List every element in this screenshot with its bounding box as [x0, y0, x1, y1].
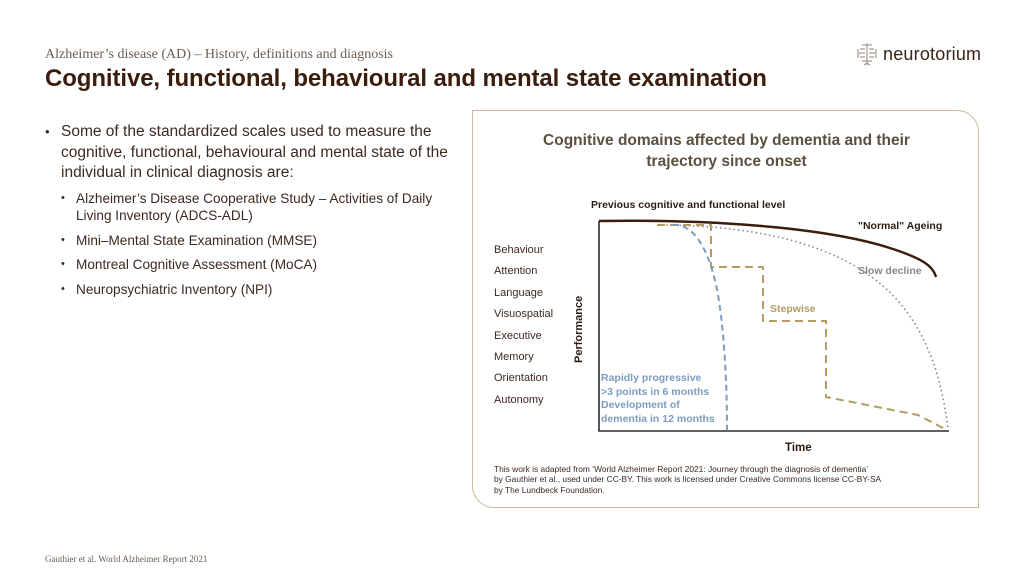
previous-level-label: Previous cognitive and functional level	[591, 199, 786, 211]
domain-memory: Memory	[494, 350, 534, 363]
x-axis-label: Time	[785, 442, 812, 454]
sub-bullet-adcs-adl: • Alzheimer’s Disease Cooperative Study – Activities of Daily Living Inventory (ADCS-ADL)	[45, 190, 455, 225]
sub-bullet-list	[45, 190, 455, 299]
domain-orientation: Orientation	[494, 372, 548, 385]
bullet-main: • Some of the standardized scales used to measure the cognitive, functional, behavioural and mental state of the individual in clinical diagnosis are:	[45, 122, 455, 184]
domain-language: Language	[494, 286, 543, 299]
domain-executive: Executive	[494, 329, 542, 342]
rapid-progressive-label: Rapidly progressive >3 points in 6 months Development of dementia in 12 months	[601, 372, 715, 425]
slide-title: Cognitive, functional, behavioural and mental state examination	[45, 65, 767, 92]
y-axis-label: Performance	[573, 295, 585, 363]
domain-behaviour: Behaviour	[494, 244, 544, 256]
brain-tree-icon	[856, 41, 878, 67]
domain-attention: Attention	[494, 265, 538, 278]
domain-autonomy: Autonomy	[494, 393, 544, 406]
domain-list	[494, 244, 553, 415]
normal-ageing-label: "Normal" Ageing	[858, 220, 943, 232]
sub-bullet-npi: • Neuropsychiatric Inventory (NPI)	[45, 281, 455, 299]
diagram-panel	[472, 110, 979, 508]
stepwise-label: Stepwise	[770, 303, 816, 315]
slide-subtitle: Alzheimer’s disease (AD) – History, definitions and diagnosis	[45, 47, 393, 62]
logo	[856, 41, 981, 67]
bullet-list	[45, 122, 455, 305]
slow-decline-label: Slow decline	[858, 265, 922, 277]
diagram-title: Cognitive domains affected by dementia and their trajectory since onset	[543, 132, 910, 170]
sub-bullet-moca: • Montreal Cognitive Assessment (MoCA)	[45, 256, 455, 274]
sub-bullet-mmse: • Mini–Mental State Examination (MMSE)	[45, 232, 455, 250]
domain-visuospatial: Visuospatial	[494, 308, 554, 321]
credit-text: This work is adapted from ‘World Alzheimer Report 2021: Journey through the diagnosis of dementia’ by Gauthier et al., used under CC-BY. This work is licensed under Creative Commons license CC-BY-SA by The Lundbeck Foundation.	[494, 464, 882, 495]
footer-source: Gauthier et al. World Alzheimer Report 2021	[45, 554, 208, 564]
logo-text: neurotorium	[883, 43, 982, 64]
